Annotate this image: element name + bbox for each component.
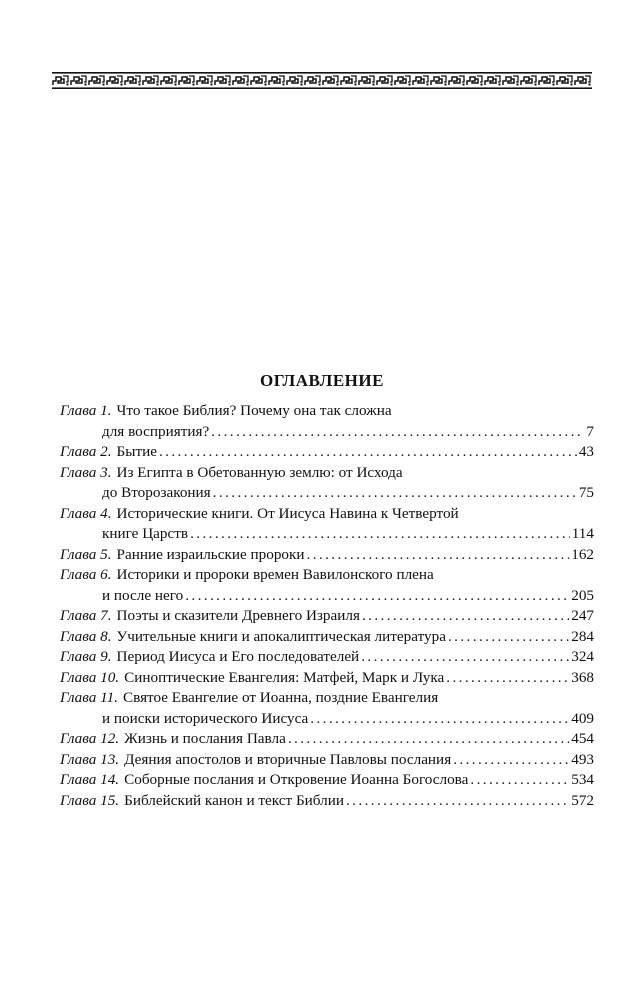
toc-entry-line bbox=[60, 729, 594, 750]
chapter-label: Глава 12. bbox=[60, 730, 120, 747]
page-number: 247 bbox=[571, 607, 594, 624]
dot-leader bbox=[288, 729, 569, 750]
page-number: 7 bbox=[586, 422, 594, 440]
toc-entry-line bbox=[60, 442, 594, 463]
dot-leader bbox=[213, 483, 577, 504]
toc-entry-line bbox=[60, 688, 594, 709]
chapter-label: Глава 15. bbox=[60, 791, 120, 809]
page-number: 572 bbox=[571, 791, 594, 809]
toc-entry-line bbox=[60, 504, 594, 525]
chapter-title: Бытие bbox=[116, 443, 157, 460]
chapter-label: Глава 7. bbox=[60, 607, 112, 624]
toc-entry-line bbox=[60, 422, 594, 443]
chapter-label: Глава 10. bbox=[60, 668, 120, 686]
dot-leader bbox=[448, 627, 569, 648]
page-number: 493 bbox=[571, 750, 594, 768]
decorative-border-ornament bbox=[52, 72, 592, 89]
toc-entry-line bbox=[60, 401, 594, 422]
toc-entry-line bbox=[60, 770, 594, 791]
chapter-title: Синоптические Евангелия: Матфей, Марк и Лука bbox=[124, 668, 445, 686]
chapter-title: Из Египта в Обетованную землю: от Исхода bbox=[116, 463, 403, 481]
dot-leader bbox=[362, 606, 569, 627]
chapter-title: Историки и пророки времен Вавилонского плена bbox=[116, 566, 434, 583]
dot-leader bbox=[307, 545, 570, 566]
chapter-label: Глава 1. bbox=[60, 402, 112, 419]
chapter-label: Глава 5. bbox=[60, 545, 112, 563]
chapter-label: Глава 13. bbox=[60, 750, 120, 768]
toc-entry-line bbox=[60, 647, 594, 668]
toc-entry-line bbox=[60, 606, 594, 627]
dot-leader bbox=[346, 791, 569, 812]
chapter-label: Глава 6. bbox=[60, 566, 112, 583]
chapter-title: Библейский канон и текст Библии bbox=[124, 791, 344, 809]
chapter-label: Глава 4. bbox=[60, 504, 112, 522]
page-number: 162 bbox=[571, 545, 594, 563]
toc-entry-line bbox=[60, 545, 594, 566]
chapter-label: Глава 11. bbox=[60, 689, 118, 706]
chapter-title: Жизнь и послания Павла bbox=[124, 730, 286, 747]
page-number: 284 bbox=[571, 627, 594, 645]
toc-entry-line bbox=[60, 483, 594, 504]
page-number: 205 bbox=[571, 586, 594, 604]
dot-leader bbox=[470, 770, 569, 791]
chapter-title: Учительные книги и апокалиптическая литература bbox=[116, 627, 446, 645]
dot-leader bbox=[453, 750, 569, 771]
page-number: 368 bbox=[571, 668, 594, 686]
dot-leader bbox=[159, 442, 577, 463]
dot-leader bbox=[446, 668, 569, 689]
page-number: 534 bbox=[571, 771, 594, 788]
dot-leader bbox=[211, 422, 584, 443]
page-number: 409 bbox=[571, 709, 594, 727]
chapter-label: Глава 8. bbox=[60, 627, 112, 645]
dot-leader bbox=[190, 524, 570, 545]
toc-entry-line bbox=[60, 791, 594, 812]
page-number: 114 bbox=[571, 525, 594, 542]
chapter-title: Ранние израильские пророки bbox=[116, 545, 305, 563]
chapter-title: для восприятия? bbox=[102, 422, 210, 440]
page-number: 75 bbox=[578, 484, 594, 501]
chapter-title: до Второзакония bbox=[102, 484, 211, 501]
toc-entry-line bbox=[60, 627, 594, 648]
chapter-title: Исторические книги. От Иисуса Навина к Четвертой bbox=[116, 504, 459, 522]
chapter-title: и после него bbox=[102, 586, 184, 604]
chapter-title: Соборные послания и Откровение Иоанна Богослова bbox=[124, 771, 469, 788]
toc-entry-line bbox=[60, 524, 594, 545]
chapter-title: Поэты и сказители Древнего Израиля bbox=[116, 607, 360, 624]
chapter-label: Глава 2. bbox=[60, 443, 112, 460]
page-number: 43 bbox=[578, 443, 594, 460]
page-number: 324 bbox=[571, 648, 594, 665]
chapter-label: Глава 9. bbox=[60, 648, 112, 665]
page-title: ОГЛАВЛЕНИЕ bbox=[260, 371, 384, 390]
chapter-title: Период Иисуса и Его последователей bbox=[116, 648, 360, 665]
dot-leader bbox=[361, 647, 569, 668]
chapter-title: Деяния апостолов и вторичные Павловы послания bbox=[124, 750, 452, 768]
page-number: 454 bbox=[571, 730, 594, 747]
chapter-label: Глава 3. bbox=[60, 463, 112, 481]
toc-entry-line bbox=[60, 463, 594, 484]
table-of-contents bbox=[60, 401, 594, 811]
chapter-title: Что такое Библия? Почему она так сложна bbox=[116, 402, 392, 419]
dot-leader bbox=[310, 709, 569, 730]
toc-entry-line bbox=[60, 709, 594, 730]
chapter-title: Святое Евангелие от Иоанна, поздние Евангелия bbox=[122, 689, 439, 706]
toc-entry-line bbox=[60, 586, 594, 607]
chapter-label: Глава 14. bbox=[60, 771, 120, 788]
chapter-title: книге Царств bbox=[102, 525, 189, 542]
toc-entry-line bbox=[60, 750, 594, 771]
chapter-title: и поиски исторического Иисуса bbox=[102, 709, 309, 727]
dot-leader bbox=[185, 586, 569, 607]
toc-entry-line bbox=[60, 668, 594, 689]
toc-entry-line bbox=[60, 565, 594, 586]
